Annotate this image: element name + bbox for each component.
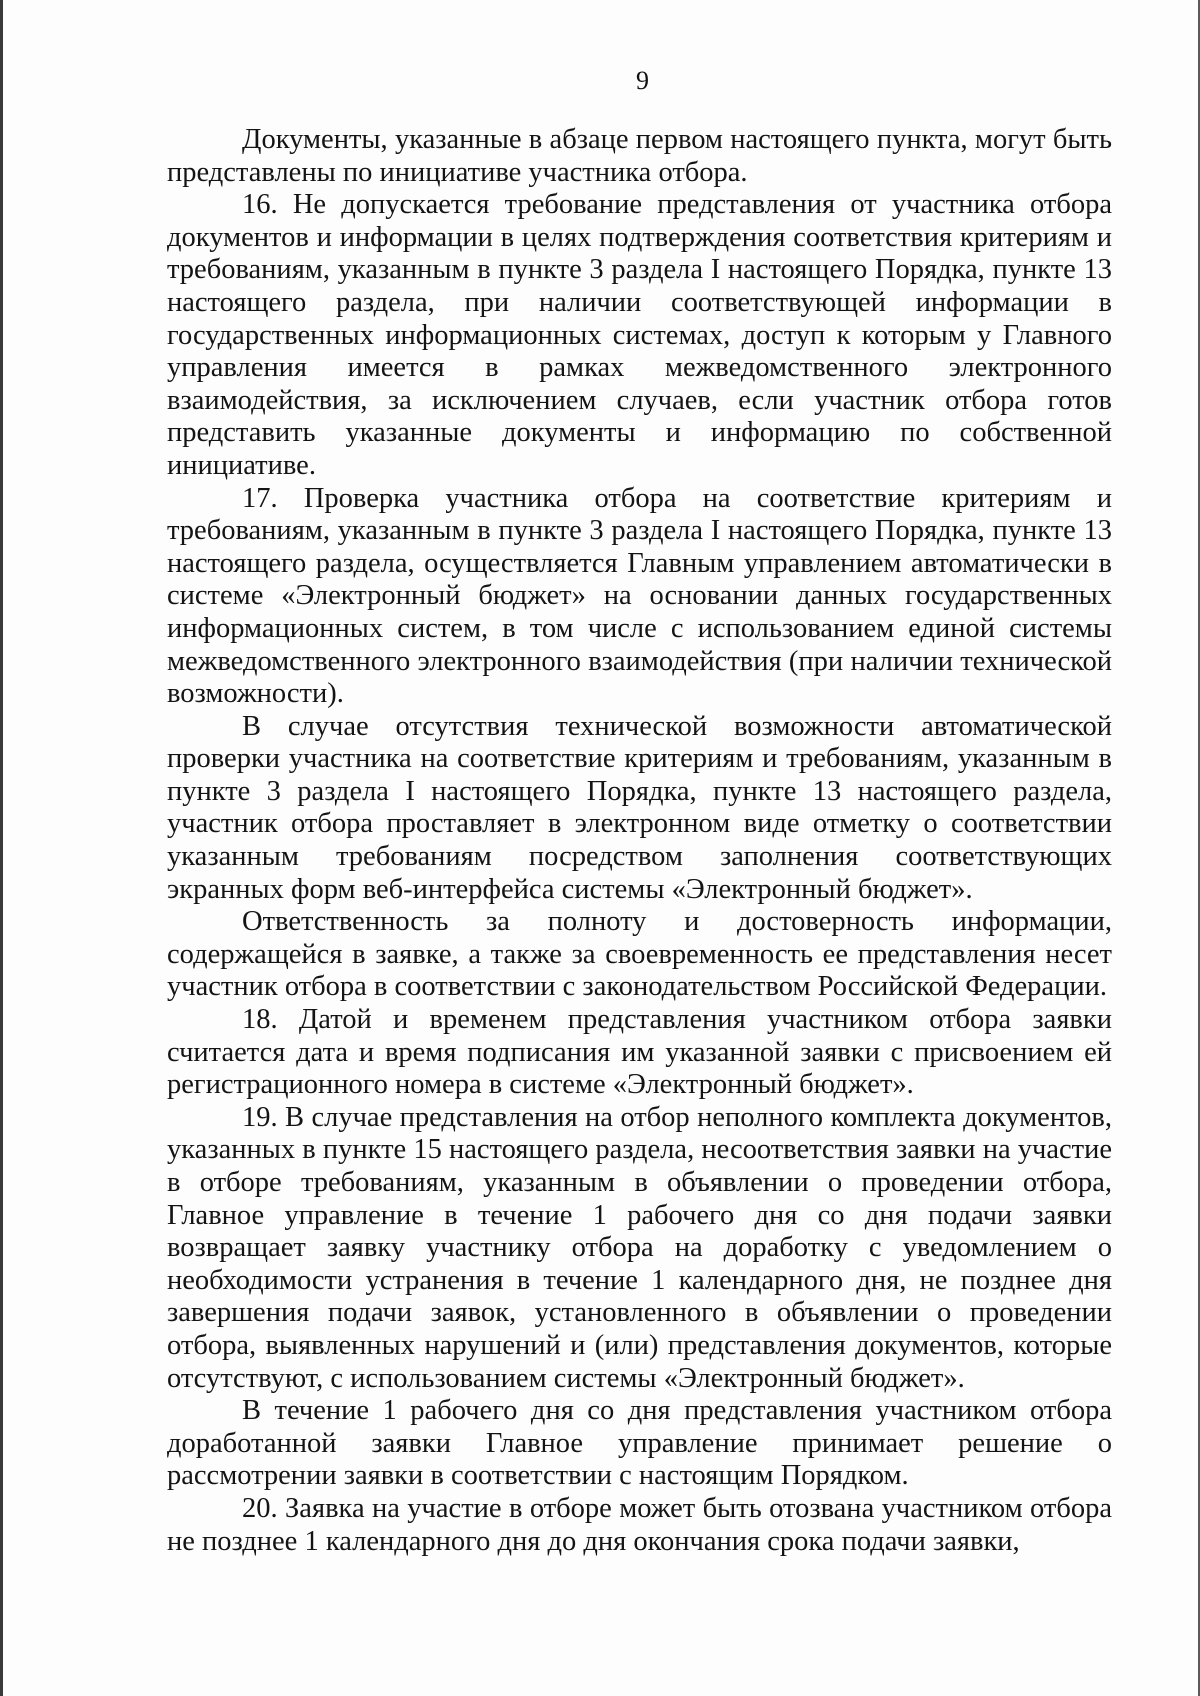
page-number: 9 <box>636 66 649 95</box>
document-body <box>167 124 1112 1558</box>
paragraph: 18. Датой и временем представления участником отбора заявки считается дата и время подписания им указанной заявки с присвоением ей регистрационного номера в системе «Электронный бюджет». <box>167 1004 1112 1101</box>
paragraph: Ответственность за полноту и достоверность информации, содержащейся в заявке, а также за своевременность ее представления несет участник отбора в соответствии с законодательством Российской Федерации. <box>167 906 1112 1003</box>
paragraph: 19. В случае представления на отбор неполного комплекта документов, указанных в пункте 15 настоящего раздела, несоответствия заявки на участие в отборе требованиям, указанным в объявлении о проведении отбора, Главное управление в течение 1 рабочего дня со дня подачи заявки возвращает заявку участнику отбора на доработку с уведомлением о необходимости устранения в течение 1 календарного дня, не позднее дня завершения подачи заявок, установленного в объявлении о проведении отбора, выявленных нарушений и (или) представления документов, которые отсутствуют, с использованием системы «Электронный бюджет». <box>167 1101 1112 1394</box>
paragraph: В случае отсутствия технической возможности автоматической проверки участника на соответствие критериям и требованиям, указанным в пункте 3 раздела I настоящего Порядка, пункте 13 настоящего раздела, участник отбора проставляет в электронном виде отметку о соответствии указанным требованиям посредством заполнения соответствующих экранных форм веб-интерфейса системы «Электронный бюджет». <box>167 710 1112 905</box>
paragraph: 20. Заявка на участие в отборе может быть отозвана участником отбора не позднее 1 календарного дня до дня окончания срока подачи заявки, <box>167 1492 1112 1557</box>
paragraph: 17. Проверка участника отбора на соответствие критериям и требованиям, указанным в пункте 3 раздела I настоящего Порядка, пункте 13 настоящего раздела, осуществляется Главным управлением автоматически в системе «Электронный бюджет» на основании данных государственных информационных систем, в том числе с использованием единой системы межведомственного электронного взаимодействия (при наличии технической возможности). <box>167 482 1112 710</box>
paragraph: 16. Не допускается требование представления от участника отбора документов и информации в целях подтверждения соответствия критериям и требованиям, указанным в пункте 3 раздела I настоящего Порядка, пункте 13 настоящего раздела, при наличии соответствующей информации в государственных информационных системах, доступ к которым у Главного управления имеется в рамках межведомственного электронного взаимодействия, за исключением случаев, если участник отбора готов представить указанные документы и информацию по собственной инициативе. <box>167 189 1112 481</box>
scan-left-edge <box>0 0 3 1696</box>
paragraph: В течение 1 рабочего дня со дня представления участником отбора доработанной заявки Главное управление принимает решение о рассмотрении заявки в соответствии с настоящим Порядком. <box>167 1395 1112 1492</box>
paragraph: Документы, указанные в абзаце первом настоящего пункта, могут быть представлены по инициативе участника отбора. <box>167 124 1112 188</box>
